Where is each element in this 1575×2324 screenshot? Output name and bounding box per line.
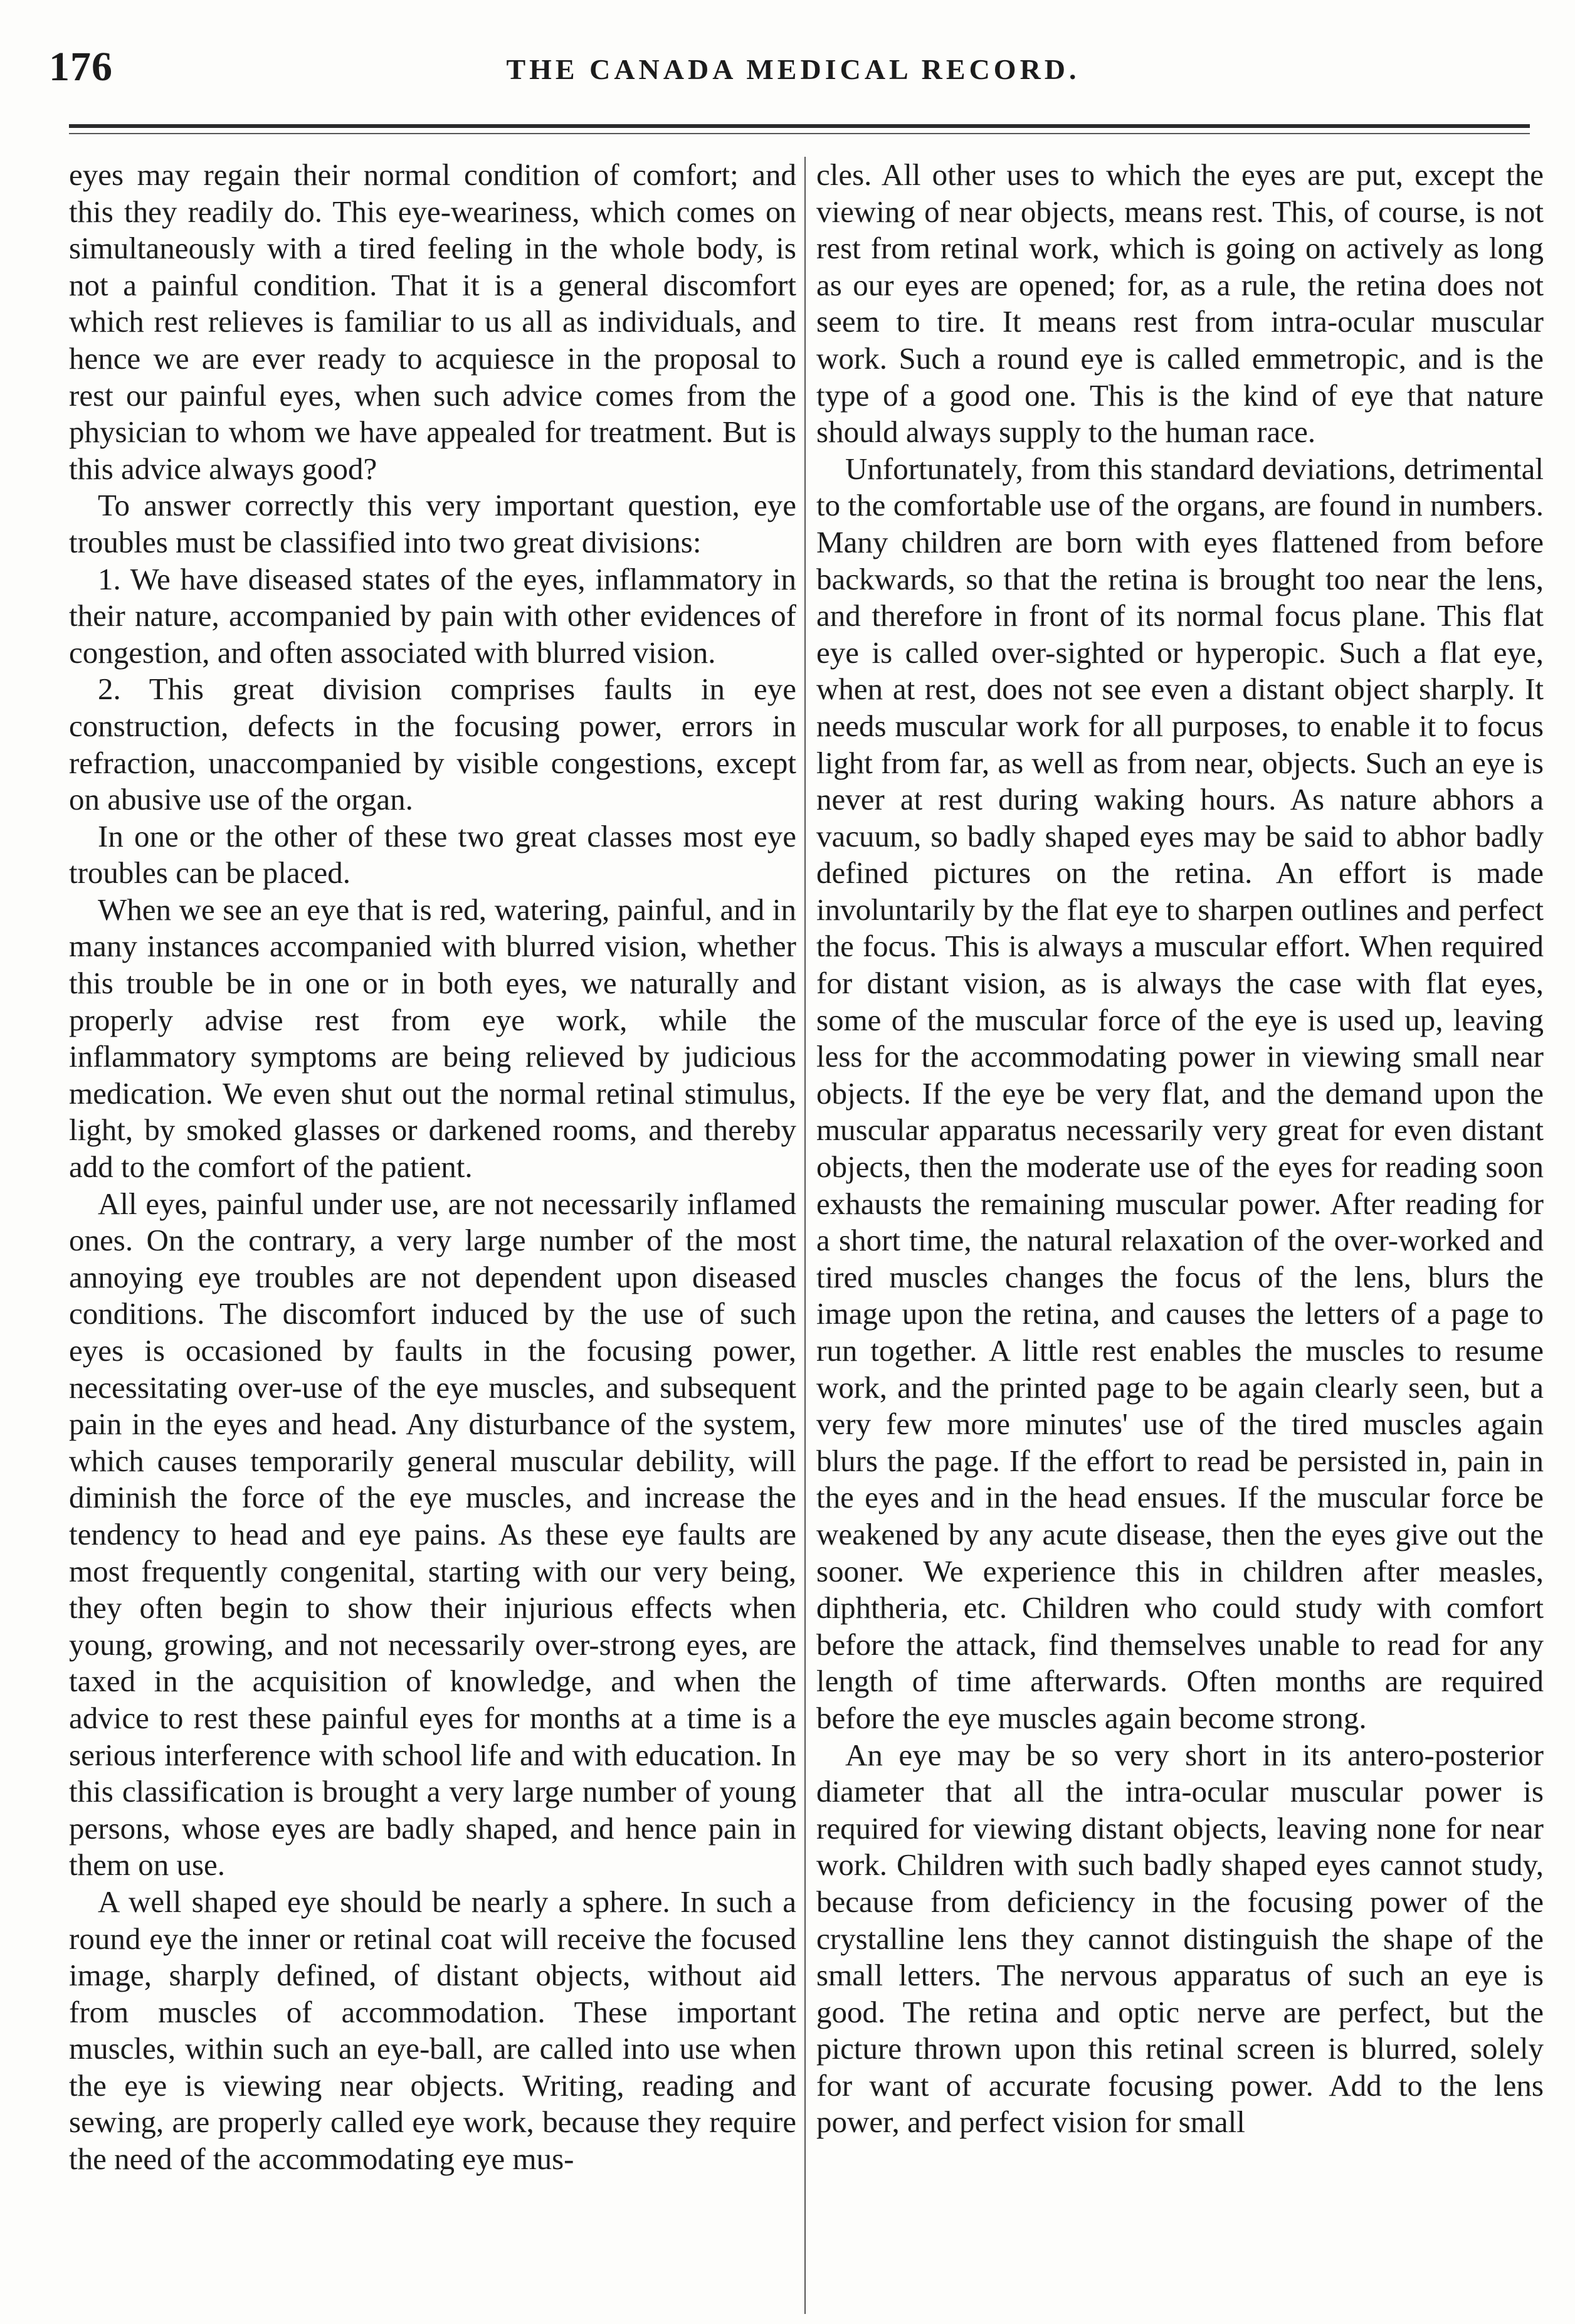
running-title: THE CANADA MEDICAL RECORD. xyxy=(506,53,1080,85)
page-number: 176 xyxy=(49,44,113,90)
paragraph: An eye may be so very short in its antero-posterior diameter that all the intra-ocular muscular power is required for viewing distant objects, leaving none for near work. Children with such badly shaped eyes cannot study, because from deficiency in the focusing power of the crystalline lens they cannot distinguish the shape of the small letters. The nervous apparatus of such an eye is good. The retina and optic nerve are perfect, but the picture thrown upon this retinal screen is blurred, solely for want of accurate focusing power. Add to the lens power, and perfect vision for small xyxy=(816,1737,1544,2140)
paragraph: In one or the other of these two great classes most eye troubles can be placed. xyxy=(69,818,796,890)
paragraph: To answer correctly this very important question, eye troubles must be classified into two great divisions: xyxy=(69,488,796,559)
paragraph: A well shaped eye should be nearly a sphere. In such a round eye the inner or retinal coat will receive the focused image, sharply defined, of distant objects, without aid from muscles of accommodation. These important muscles, within such an eye-ball, are called into use when the eye is viewing near objects. Writing, reading and sewing, are properly called eye work, because they require the need of the accommodating eye mus- xyxy=(69,1884,796,2177)
header-rule-thin xyxy=(69,133,1530,134)
paragraph: eyes may regain their normal condition of comfort; and this they readily do. This eye-weariness, which comes on simultaneously with a tired feeling in the whole body, is not a painful condition. That it is a general discomfort which rest relieves is familiar to us all as individuals, and hence we are ever ready to acquiesce in the proposal to rest our painful eyes, when such advice comes from the physician to whom we have appealed for treatment. But is this advice always good? xyxy=(69,157,796,486)
paragraph: cles. All other uses to which the eyes are put, except the viewing of near objects, means rest. This, of course, is not rest from retinal work, which is going on actively as long as our eyes are opened; for, as a rule, the retina does not seem to tire. It means rest from intra-ocular muscular work. Such a round eye is called emmetropic, and is the type of a good one. This is the kind of eye that nature should always supply to the human race. xyxy=(816,157,1544,450)
left-column xyxy=(69,157,796,2178)
column-divider xyxy=(804,157,806,2314)
page-header xyxy=(44,38,1542,107)
right-column xyxy=(816,157,1544,2141)
paragraph: Unfortunately, from this standard deviations, detrimental to the comfortable use of the organs, are found in numbers. Many children are born with eyes flattened from before backwards, so that the retina is brought too near the lens, and therefore in front of its normal focus plane. This flat eye is called over-sighted or hyperopic. Such a flat eye, when at rest, does not see even a distant object sharply. It needs muscular work for all purposes, to enable it to focus light from far, as well as from near, objects. Such an eye is never at rest during waking hours. As nature abhors a vacuum, so badly shaped eyes may be said to abhor badly defined pictures on the retina. An effort is made involuntarily by the flat eye to sharpen outlines and perfect the focus. This is always a muscular effort. When required for distant vision, as is always the case with flat eyes, some of the muscular force of the eye is used up, leaving less for the accommodating power in viewing small near objects. If the eye be very flat, and the demand upon the muscular apparatus necessarily very great for even distant objects, then the moderate use of the eyes for reading soon exhausts the remaining muscular power. After reading for a short time, the natural relaxation of the over-worked and tired muscles changes the focus of the lens, blurs the image upon the retina, and causes the letters of a page to run together. A little rest enables the muscles to resume work, and the printed page to be again clearly seen, but a very few more minutes' use of the tired muscles again blurs the page. If the effort to read be persisted in, pain in the eyes and in the head ensues. If the muscular force be weakened by any acute disease, then the eyes give out the sooner. We experience this in children after measles, diphtheria, etc. Children who could study with comfort before the attack, find themselves unable to read for any length of time afterwards. Often months are required before the eye muscles again become strong. xyxy=(816,451,1544,1735)
paragraph: All eyes, painful under use, are not necessarily inflamed ones. On the contrary, a very large number of the most annoying eye troubles are not dependent upon diseased conditions. The discomfort induced by the use of such eyes is occasioned by faults in the focusing power, necessitating over-use of the eye muscles, and subsequent pain in the eyes and head. Any disturbance of the system, which causes temporarily general muscular debility, will diminish the force of the eye muscles, and increase the tendency to head and eye pains. As these eye faults are most frequently congenital, starting with our very being, they often begin to show their injurious effects when young, growing, and not necessarily over-strong eyes, are taxed in the acquisition of knowledge, and when the advice to rest these painful eyes for months at a time is a serious interference with school life and with education. In this classification is brought a very large number of young persons, whose eyes are badly shaped, and hence pain in them on use. xyxy=(69,1186,796,1883)
list-item: 2. This great division comprises faults in eye construction, defects in the focusing power, errors in refraction, unaccompanied by visible congestions, except on abusive use of the organ. xyxy=(69,672,796,817)
paragraph: When we see an eye that is red, watering, painful, and in many instances accompanied with blurred vision, whether this trouble be in one or in both eyes, we naturally and properly advise rest from eye work, while the inflammatory symptoms are being relieved by judicious medication. We even shut out the normal retinal stimulus, light, by smoked glasses or darkened rooms, and thereby add to the comfort of the patient. xyxy=(69,892,796,1185)
list-item: 1. We have diseased states of the eyes, inflammatory in their nature, accompanied by pain with other evidences of congestion, and often associated with blurred vision. xyxy=(69,561,796,670)
header-rule xyxy=(69,124,1530,128)
